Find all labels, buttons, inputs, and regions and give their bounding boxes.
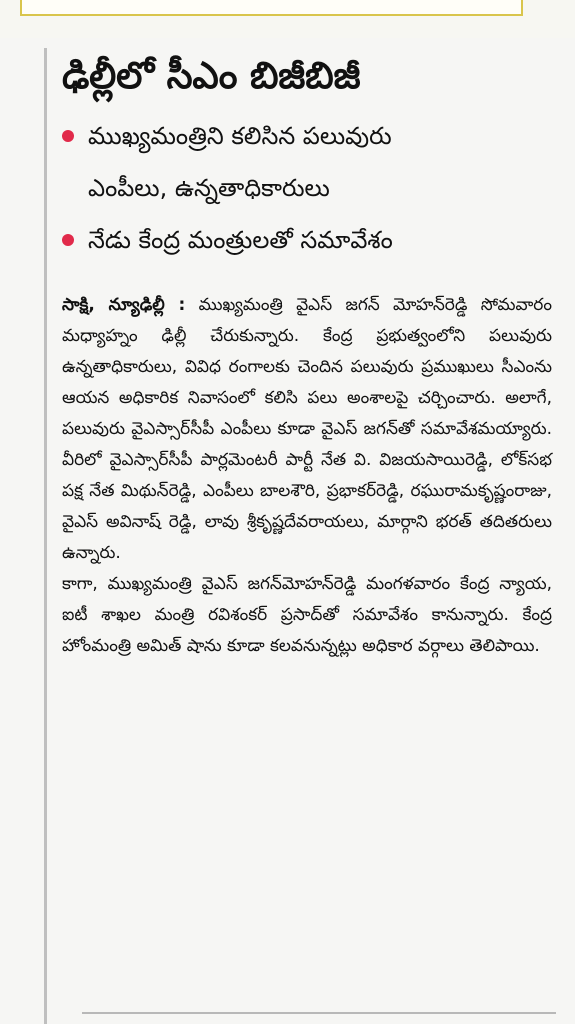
subheading-bullets (62, 110, 552, 266)
bullet-text-1: ముఖ్యమంత్రిని కలిసిన పలువురు ఎంపీలు, ఉన్నతాధికారులు (88, 122, 392, 202)
paragraph-2-text: కాగా, ముఖ్యమంత్రి వైఎస్ జగన్‌మోహన్‌రెడ్డి మంగళవారం కేంద్ర న్యాయ, ఐటీ శాఖల మంత్రి రవిశంకర్ ప్రసాద్‌తో సమావేశం కానున్నారు. కేంద్ర హోంమంత్రి అమిత్ షాను కూడా కలవనున్నట్లు అధికార వర్గాలు తెలిపాయి. (62, 574, 552, 656)
article (62, 48, 552, 662)
left-column-rule (44, 48, 47, 1024)
bullet-text-2: నేడు కేంద్ర మంత్రులతో సమావేశం (88, 226, 393, 254)
article-body (62, 290, 552, 662)
paragraph-1-text: ముఖ్యమంత్రి వైఎస్ జగన్ మోహన్‌రెడ్డి సోమవారం మధ్యాహ్నం ఢిల్లీ చేరుకున్నారు. కేంద్ర ప్రభుత్వంలోని పలువురు ఉన్నతాధికారులు, వివిధ రంగాలకు చెందిన పలువురు ప్రముఖులు సీఎంను ఆయన అధికారిక నివాసంలో కలిసి పలు అంశాలపై చర్చించారు. అలాగే, పలువురు వైఎస్సార్‌సీపీ ఎంపీలు కూడా వైఎస్ జగన్‌తో సమావేశమయ్యారు. వీరిలో వైఎస్సార్‌సీపీ పార్లమెంటరీ పార్టీ నేత వి. విజయసాయిరెడ్డి, లోక్‌సభ పక్ష నేత మిథున్‌రెడ్డి, ఎంపీలు బాలశౌరి, ప్రభాకర్‌రెడ్డి, రఘురామకృష్ణంరాజు, వైఎస్ అవినాష్ రెడ్డి, లావు శ్రీకృష్ణదేవరాయలు, మార్గాని భరత్ తదితరులు ఉన్నారు. (62, 295, 552, 563)
red-bullet-icon (62, 234, 74, 246)
body-paragraph-2 (62, 569, 552, 662)
bullet-item-1 (62, 110, 552, 214)
bottom-rule (82, 1012, 556, 1014)
bullet-item-2 (62, 214, 552, 266)
previous-article-box (20, 0, 523, 16)
dateline: సాక్షి, న్యూఢిల్లీ : (62, 295, 186, 315)
body-paragraph-1 (62, 290, 552, 569)
red-bullet-icon (62, 130, 74, 142)
headline: ఢిల్లీలో సీఎం బిజీబిజీ (62, 54, 361, 97)
